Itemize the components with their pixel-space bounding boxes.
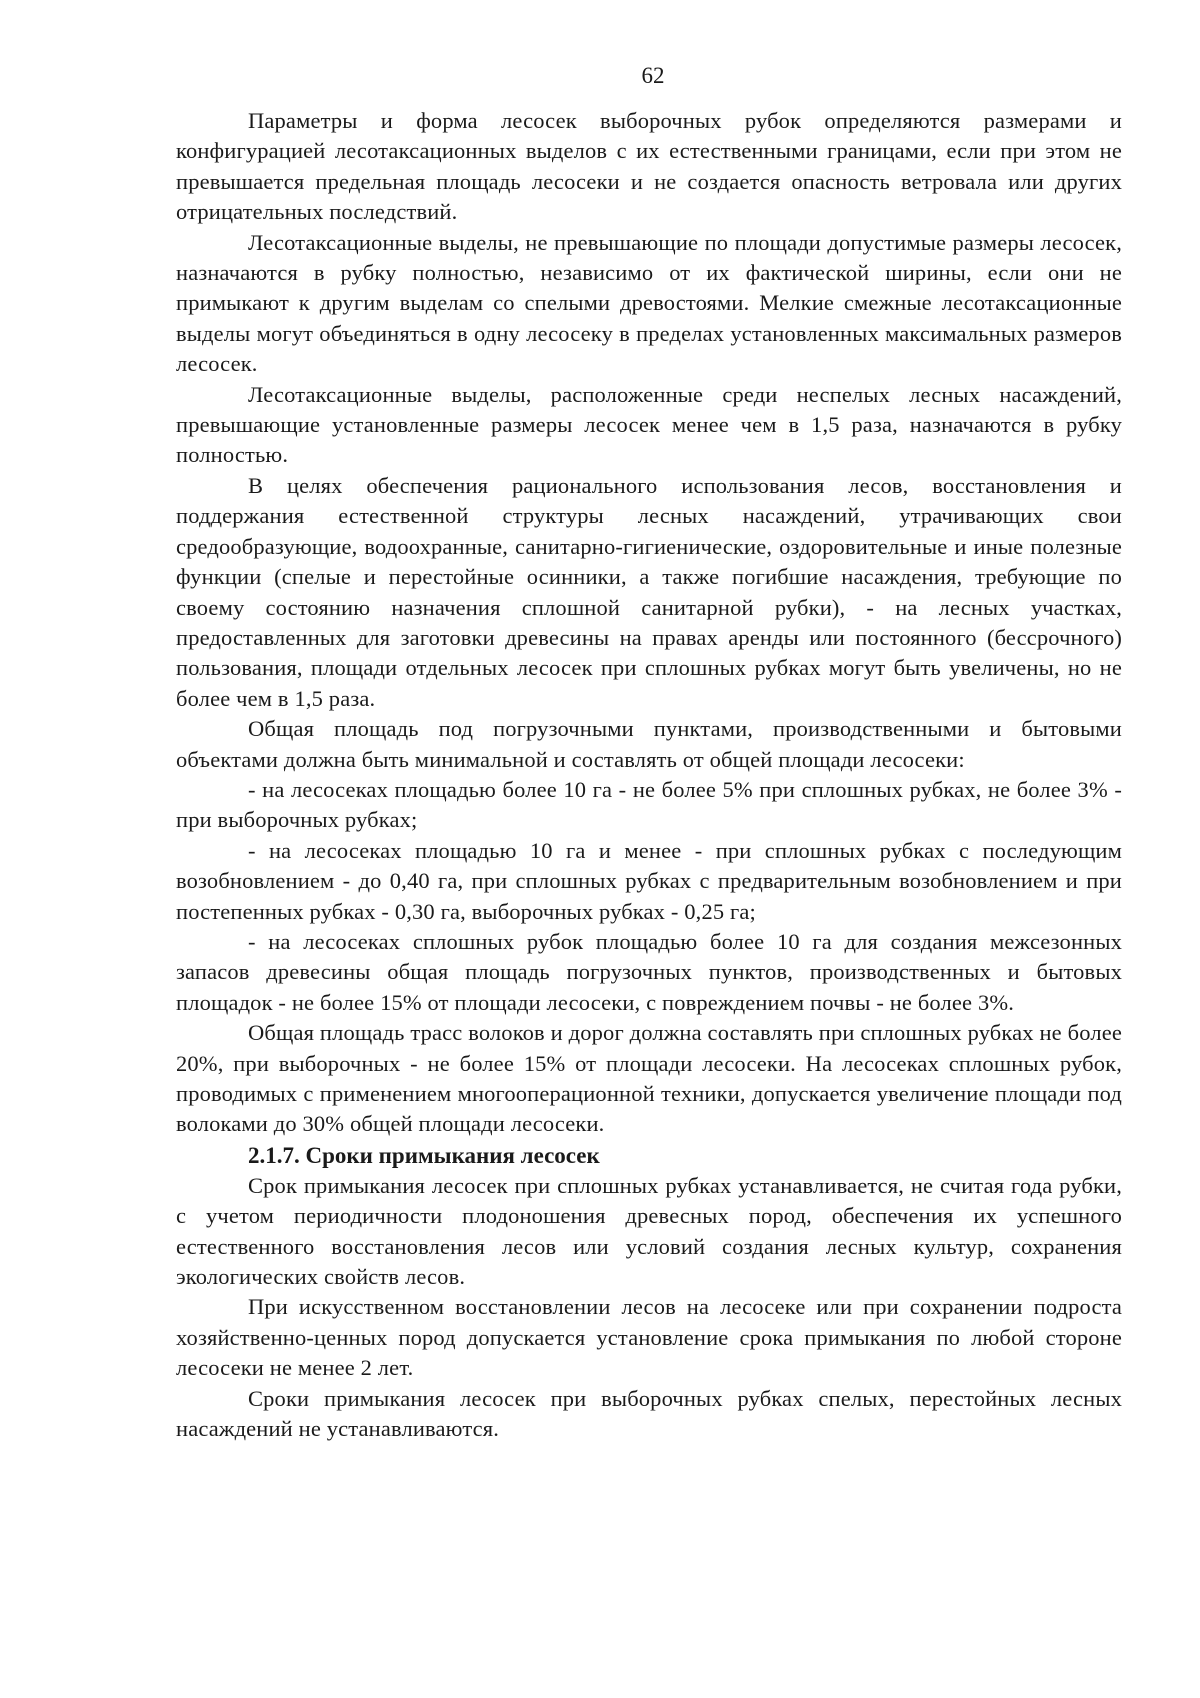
paragraph-adjacency-term: Срок примыкания лесосек при сплошных рубках устанавливается, не считая года рубки, с учетом периодичности плодоношения древесных пород, обеспечения их успешного естественного восстановления лесов или условий создания лесных культур, сохранения экологических свойств лесов. [176, 1172, 1122, 1290]
list-item-over-10-ha: - на лесосеках площадью более 10 га - не более 5% при сплошных рубках, не более 3% - при выборочных рубках; [176, 776, 1122, 833]
section-heading: 2.1.7. Сроки примыкания лесосек [248, 1142, 600, 1168]
list-item-10-ha-or-less: - на лесосеках площадью 10 га и менее - при сплошных рубках с последующим возобновлением - до 0,40 га, при сплошных рубках с предварительным возобновлением и при постепенных рубках - 0,30 га, выборочных рубках - 0,25 га; [176, 837, 1122, 924]
paragraph-skid-trails: Общая площадь трасс волоков и дорог должна составлять при сплошных рубках не более 20%, при выборочных - не более 15% от площади лесосеки. На лесосеках сплошных рубок, проводимых с применением многооперационной техники, допускается увеличение площади под волоками до 30% общей площади лесосеки. [176, 1020, 1122, 1137]
list-item-seasonal-stock: - на лесосеках сплошных рубок площадью более 10 га для создания межсезонных запасов древесины общая площадь погрузочных пунктов, производственных и бытовых площадок - не более 15% от площади лесосеки, с повреждением почвы - не более 3%. [176, 928, 1122, 1015]
paragraph-rational-use: В целях обеспечения рационального использования лесов, восстановления и поддержания естественной структуры лесных насаждений, утрачивающих свои средообразующие, водоохранные, санитарно-гигиенические, оздоровительные и иные полезные функции (спелые и перестойные осинники, а также погибшие насаждения, требующие по своему состоянию назначения сплошной санитарной рубки), - на лесных участках, предоставленных для заготовки древесины на правах аренды или постоянного (бессрочного) пользования, площади отдельных лесосек при сплошных рубках могут быть увеличены, но не более чем в 1,5 раза. [176, 472, 1122, 711]
paragraph-allotments-full-felling: Лесотаксационные выделы, не превышающие по площади допустимые размеры лесосек, назначаются в рубку полностью, независимо от их фактической ширины, если они не примыкают к другим выделам со спелыми древостоями. Мелкие смежные лесотаксационные выделы могут объединяться в одну лесосеку в пределах установленных максимальных размеров лесосек. [176, 229, 1122, 377]
paragraph-clearing-parameters: Параметры и форма лесосек выборочных рубок определяются размерами и конфигурацией лесотаксационных выделов с их естественными границами, если при этом не превышается предельная площадь лесосеки и не создается опасность ветровала или других отрицательных последствий. [176, 108, 1122, 225]
paragraph-artificial-regeneration: При искусственном восстановлении лесов на лесосеке или при сохранении подроста хозяйственно-ценных пород допускается установление срока примыкания по любой стороне лесосеки не менее 2 лет. [176, 1294, 1122, 1381]
paragraph-loading-points: Общая площадь под погрузочными пунктами, производственными и бытовыми объектами должна быть минимальной и составлять от общей площади лесосеки: [176, 716, 1122, 772]
paragraph-selective-felling-terms: Сроки примыкания лесосек при выборочных рубках спелых, перестойных лесных насаждений не устанавливаются. [176, 1385, 1122, 1442]
paragraph-immature-stands: Лесотаксационные выделы, расположенные среди неспелых лесных насаждений, превышающие установленные размеры лесосек менее чем в 1,5 раза, назначаются в рубку полностью. [176, 381, 1122, 468]
document-page [176, 62, 1122, 1444]
page-number: 62 [641, 63, 665, 88]
